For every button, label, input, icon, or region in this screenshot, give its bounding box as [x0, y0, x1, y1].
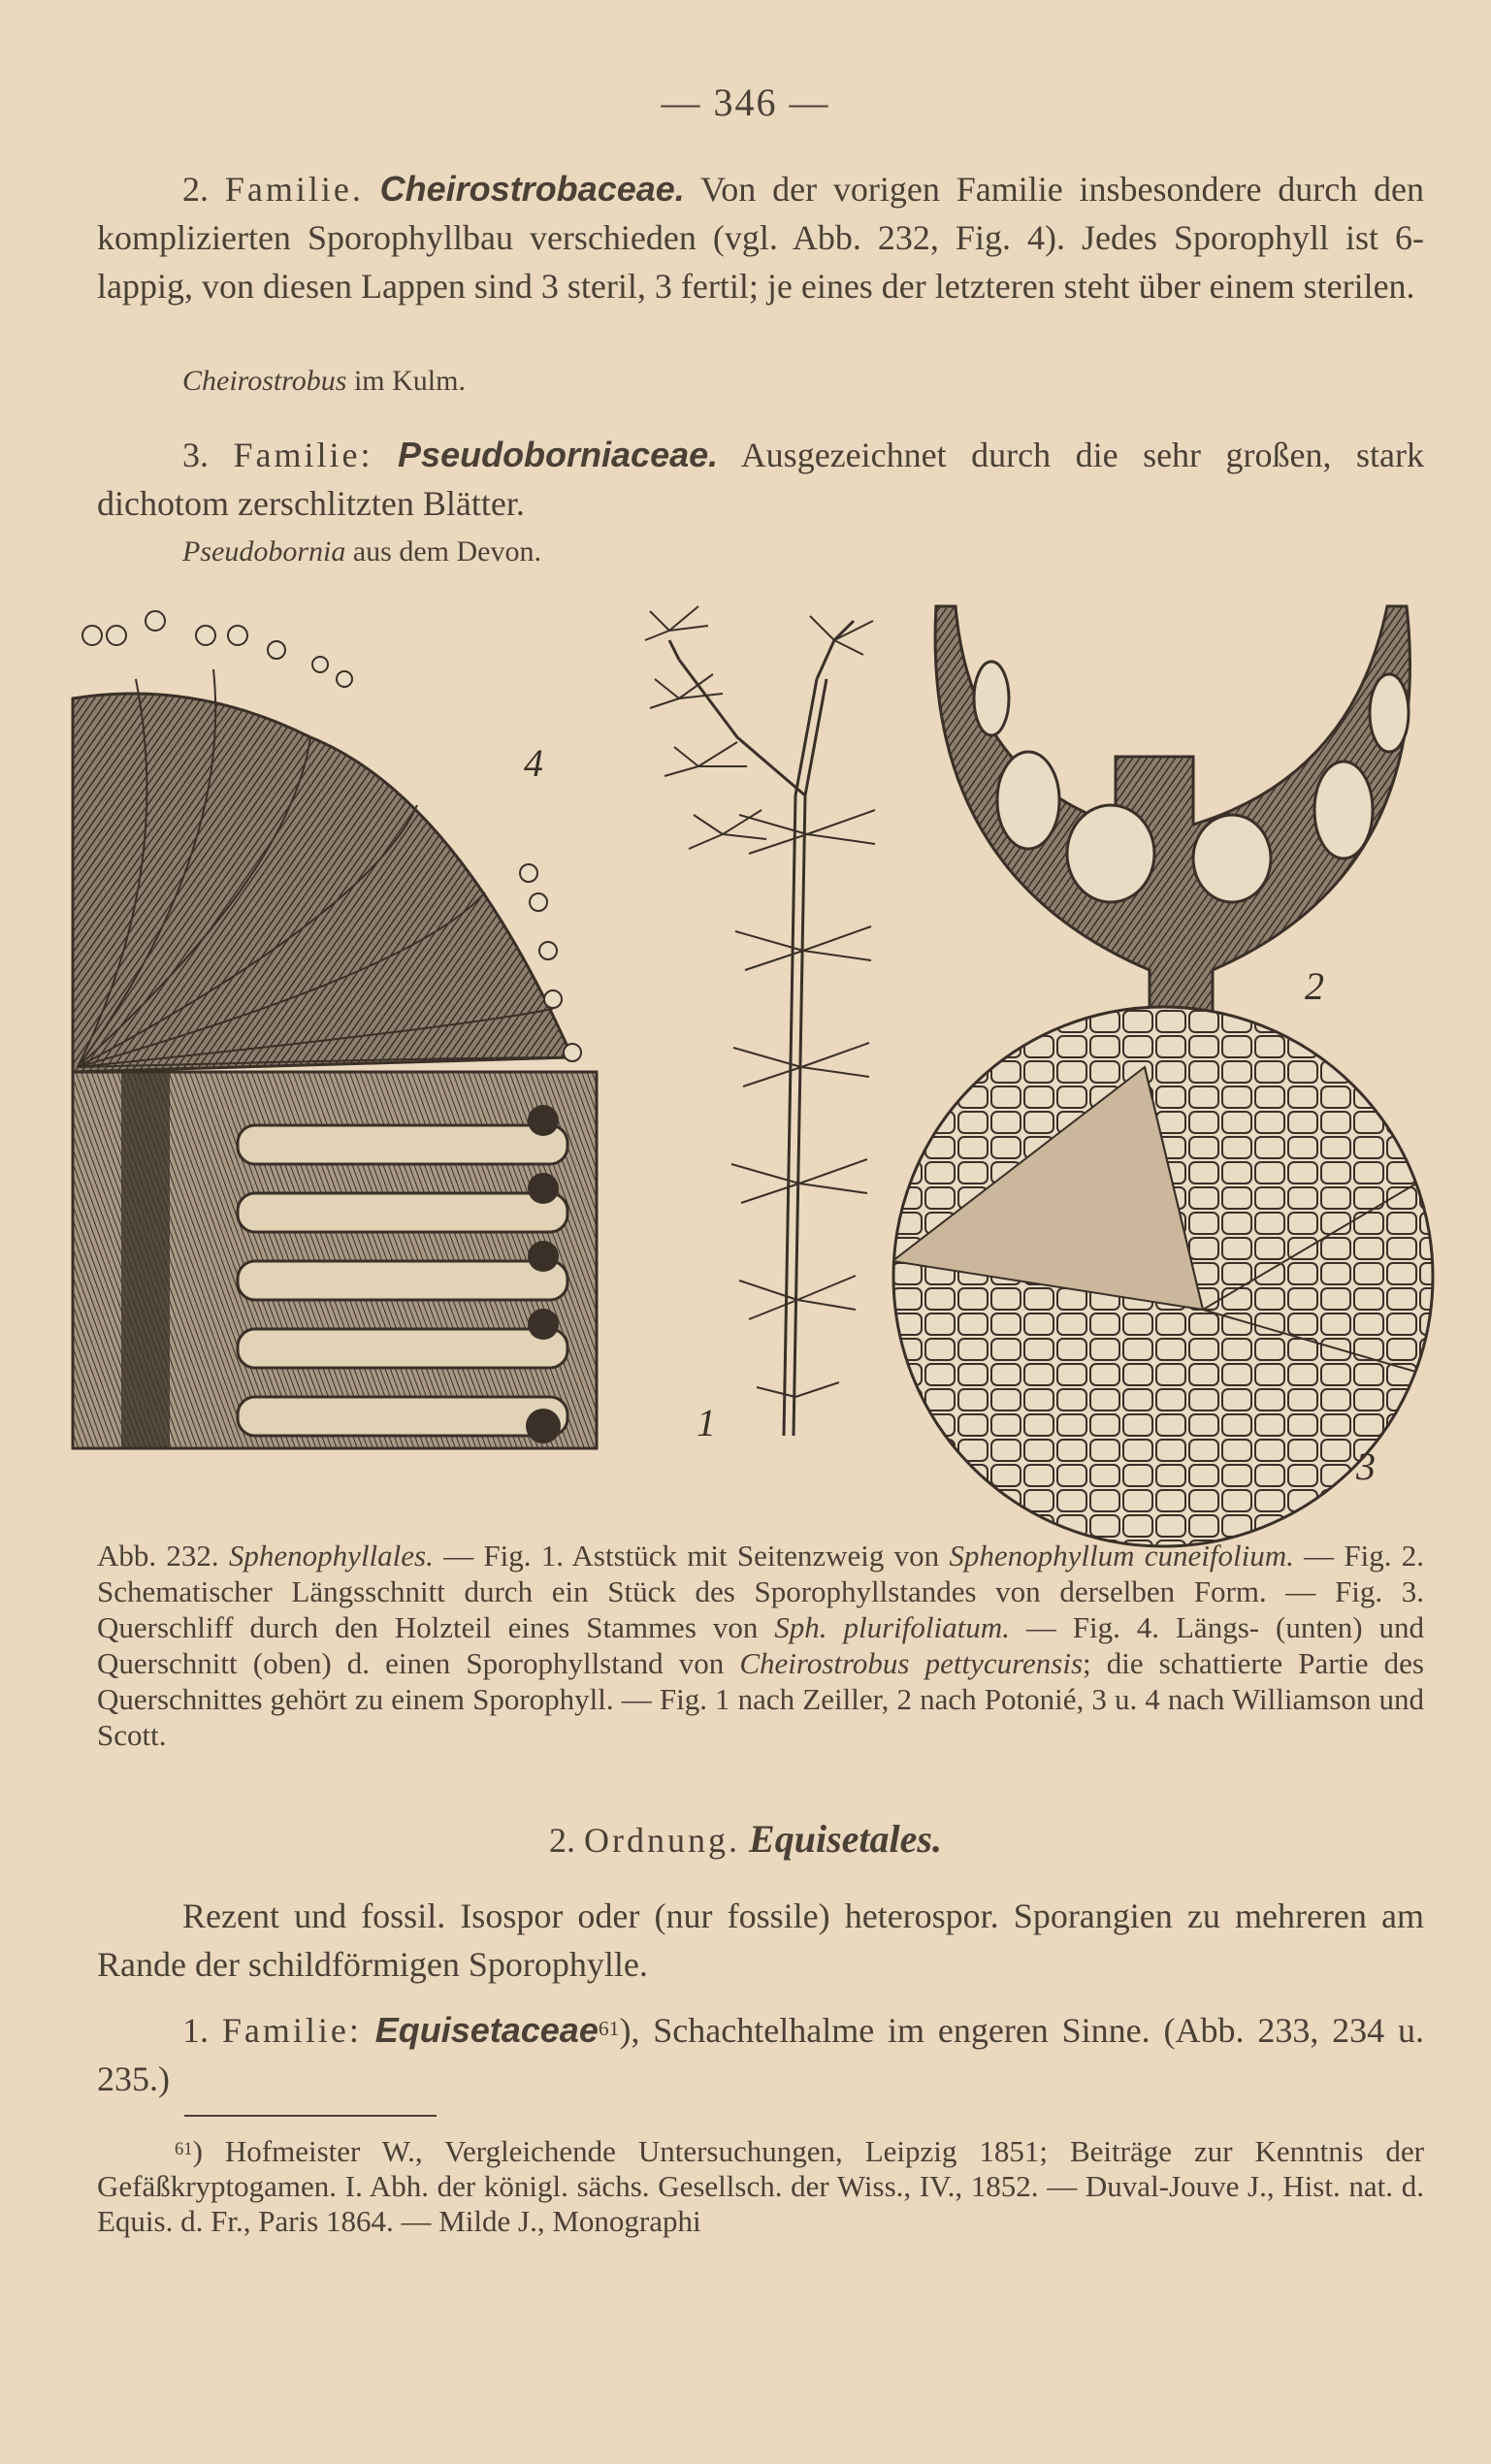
order-paragraph: [97, 1892, 1424, 1989]
family-word: Familie:: [233, 436, 373, 474]
caption-abb: Abb. 232.: [97, 1539, 219, 1572]
fig-label-3: 3: [1356, 1444, 1376, 1488]
family-number: 1.: [182, 2011, 209, 2050]
caption-species-1: Sphenophyllum cuneifolium.: [949, 1539, 1294, 1572]
note-genus: Pseudobornia: [182, 535, 346, 567]
fig-label-1: 1: [697, 1401, 716, 1444]
family-number: 3.: [182, 436, 209, 474]
order-text: Rezent und fossil. Isospor oder (nur fossile) heterospor. Sporangien zu mehreren am Rande der schildförmigen Sporophylle.: [97, 1897, 1424, 1984]
family-number: 2.: [182, 170, 209, 209]
note-rest: aus dem Devon.: [352, 535, 541, 567]
page-number: — 346 —: [661, 81, 830, 124]
footnote-marker: 61: [175, 2139, 193, 2159]
fig-1-branch: [645, 606, 875, 1436]
fig-4-sporophyll-stand: [73, 611, 597, 1448]
footnote: [97, 2134, 1424, 2239]
fig-2-longitudinal-section: [935, 606, 1410, 1028]
order-word: Ordnung.: [584, 1821, 741, 1860]
family-word: Familie.: [224, 170, 364, 209]
order-number: 2.: [549, 1821, 576, 1860]
caption-part-2: — Fig. 2. Schematischer Längsschnitt durch ein Stück des Sporophyllstandes von derselben Form. — Fig. 3. Querschliff durch den Holzteil eines Stammes von: [97, 1539, 1425, 1644]
family-text: Von der vorigen Familie insbesondere durch den komplizierten Sporophyllbau verschieden (vgl. Abb. 232, Fig. 4). Jedes Sporophyll ist 6-lappig, von diesen Lappen sind 3 steril, 3 fertil; je eines der letzteren steht über einem sterilen.: [97, 170, 1425, 306]
footnote-text: ) Hofmeister W., Vergleichende Untersuchungen, Leipzig 1851; Beiträge zur Kenntnis der Gefäßkryptogamen. I. Abh. der königl. sächs. Gesellsch. der Wiss., IV., 1852. — Duval-Jouve J., Hist. nat. d. Equis. d. Fr., Paris 1864. — Milde J., Monographi: [97, 2134, 1424, 2238]
family-name: Pseudoborniaceae.: [398, 435, 719, 474]
family-word: Familie:: [221, 2011, 362, 2050]
figure-caption: [97, 1538, 1424, 1753]
footnote-reference: 61: [598, 2017, 620, 2040]
family-name: Cheirostrobaceae.: [379, 169, 685, 209]
caption-species-2: Sph. plurifoliatum.: [774, 1610, 1010, 1644]
fig-label-2: 2: [1305, 964, 1324, 1008]
fig-label-4: 4: [524, 741, 543, 785]
note-genus: Cheirostrobus: [182, 365, 347, 397]
caption-part-3: — Fig. 4. Längs- (unten) und Querschnitt (oben) d. einen Sporophyllstand von: [97, 1610, 1424, 1680]
caption-species-3: Cheirostrobus pettycurensis: [739, 1646, 1084, 1680]
family-text: Ausgezeichnet durch die sehr großen, stark dichotom zerschlitzten Blätter.: [97, 436, 1425, 523]
note-rest: im Kulm.: [353, 365, 466, 397]
order-name: Equisetales.: [749, 1817, 942, 1861]
order-heading: [0, 1816, 1491, 1862]
fig-3-cross-section: [892, 1007, 1436, 1546]
family-name: Equisetaceae: [374, 2010, 599, 2050]
caption-part-1: — Fig. 1. Aststück mit Seitenzweig von: [443, 1539, 940, 1572]
caption-part-4: ; die schattierte Partie des Querschnittes gehört zu einem Sporophyll. — Fig. 1 nach Zeiller, 2 nach Potonié, 3 u. 4 nach Williamson und Scott.: [97, 1646, 1424, 1752]
family-paragraph-equisetaceae: [97, 2006, 1424, 2103]
footnote-rule: [184, 2115, 437, 2117]
family-text: ), Schachtelhalme im engeren Sinne. (Abb. 233, 234 u. 235.): [97, 2011, 1425, 2098]
caption-taxon: Sphenophyllales.: [228, 1539, 434, 1572]
